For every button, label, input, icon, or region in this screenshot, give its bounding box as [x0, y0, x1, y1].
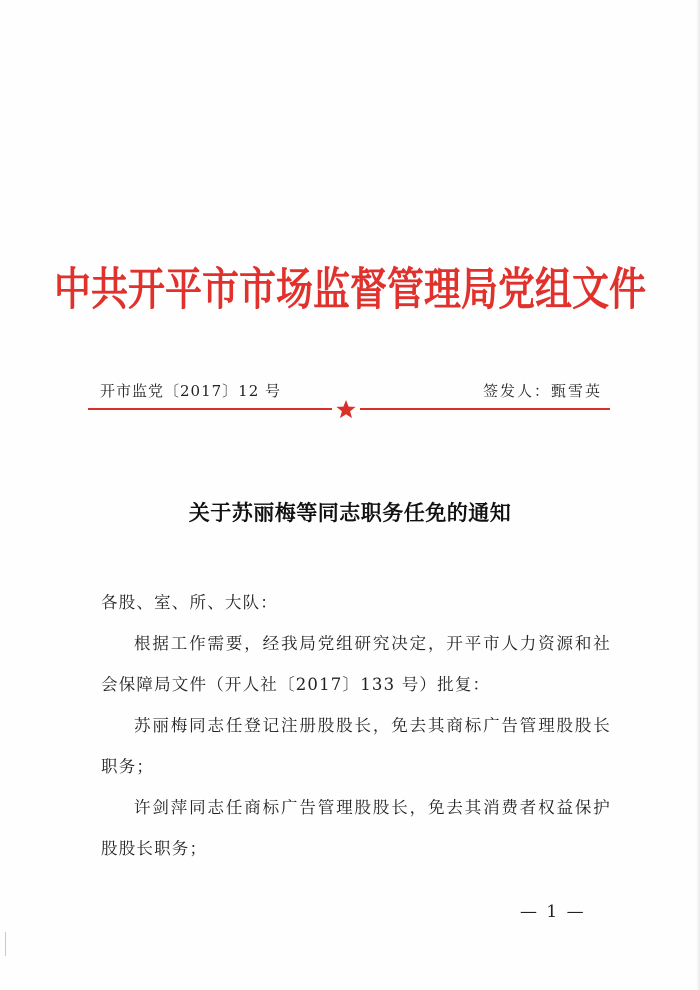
- document-number: 开市监党〔2017〕12 号: [100, 382, 282, 400]
- paragraph: 许剑萍同志任商标广告管理股股长，免去其消费者权益保护股股长职务；: [101, 798, 611, 858]
- notice-title: 关于苏丽梅等同志职务任免的通知: [188, 500, 512, 525]
- red-divider-right: [360, 408, 610, 410]
- page-number: — 1 —: [520, 902, 586, 922]
- signer-label: 签发人：甄雪英: [482, 382, 602, 400]
- scan-mark: [5, 932, 6, 956]
- red-divider-left: [88, 408, 332, 410]
- paragraph: 根据工作需要，经我局党组研究决定，开平市人力资源和社会保障局文件（开人社〔2017〕133 号）批复：: [101, 634, 611, 694]
- salutation: 各股、室、所、大队：: [101, 593, 278, 612]
- page-edge-shadow: [696, 0, 700, 990]
- red-star-icon: [335, 398, 357, 420]
- document-header-title: 中共开平市市场监督管理局党组文件: [54, 261, 646, 316]
- paragraph: 苏丽梅同志任登记注册股股长，免去其商标广告管理股股长职务；: [101, 716, 611, 776]
